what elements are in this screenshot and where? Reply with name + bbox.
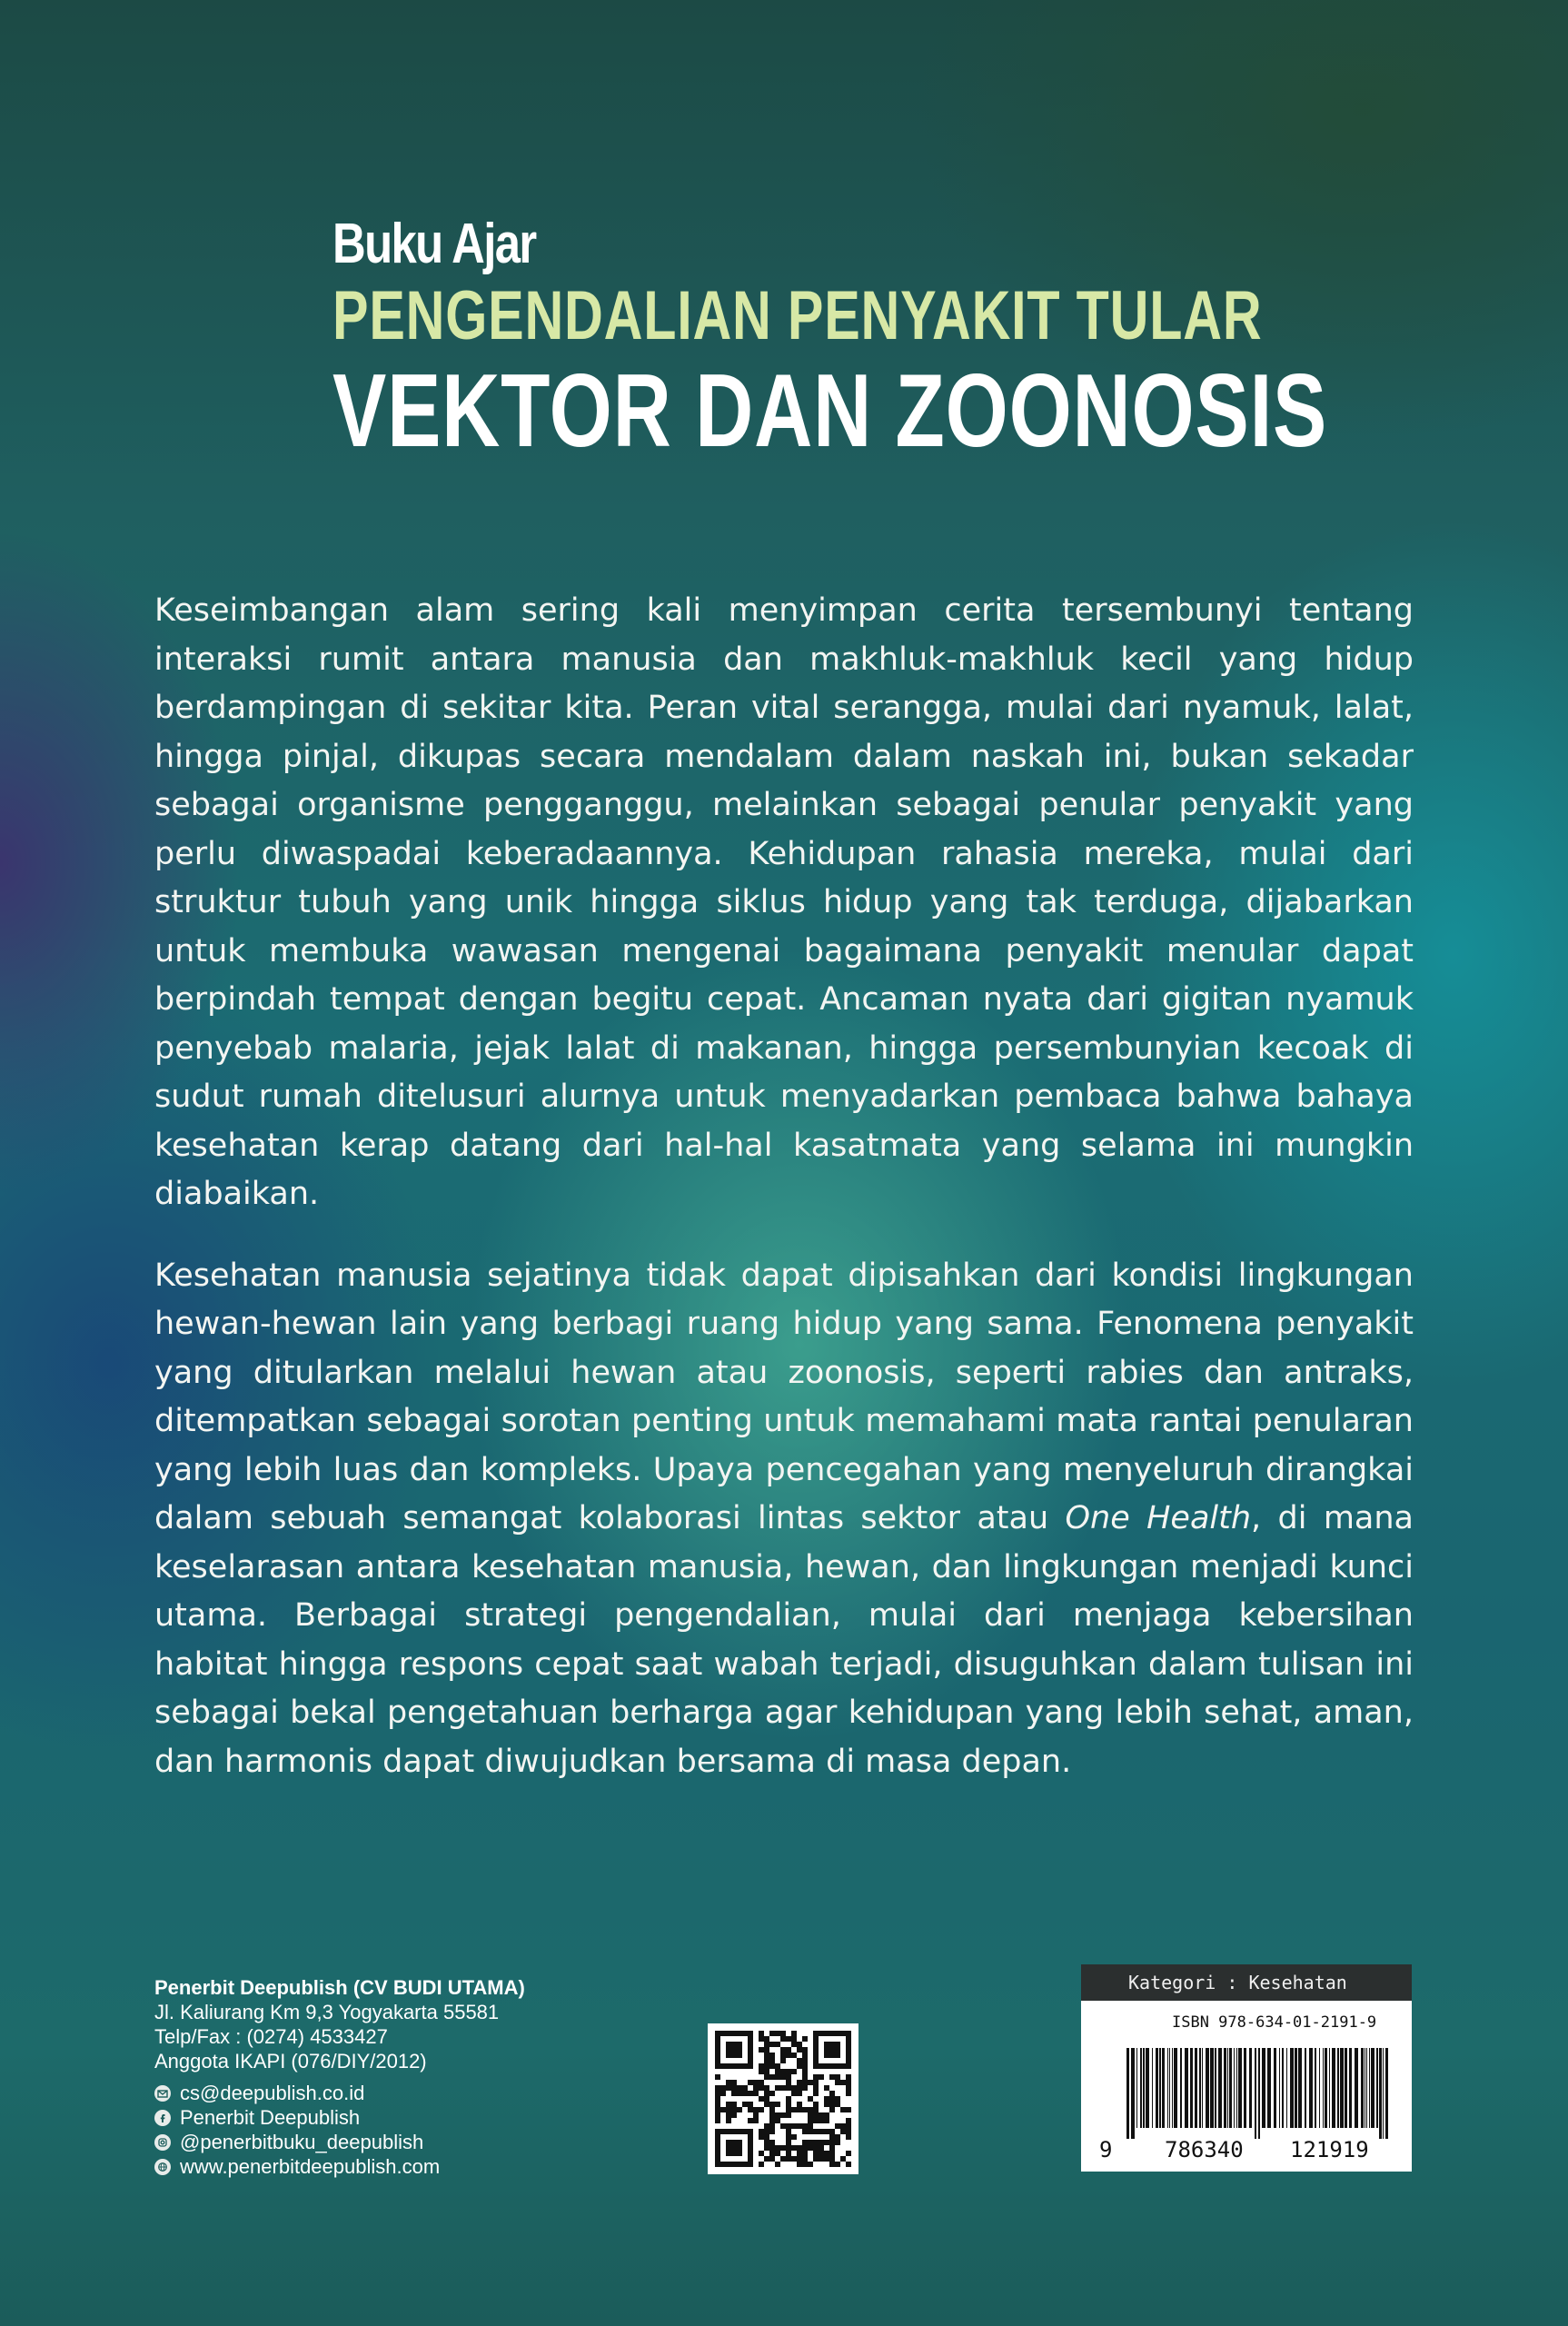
book-title-line2: VEKTOR DAN ZOONOSIS [332,353,1328,469]
contact-email [154,2081,663,2105]
email-icon [154,2085,171,2102]
contact-list [154,2081,663,2179]
barcode [1126,2048,1390,2139]
contact-website [154,2154,663,2179]
isbn-box [1081,1964,1412,2172]
blurb-paragraph-2 [154,1252,1414,1787]
isbn-number: ISBN 978-634-01-2191-9 [1172,2013,1377,2032]
category-label: Kategori : Kesehatan [1081,1964,1412,2001]
book-kicker: Buku Ajar [332,213,536,275]
publisher-info [154,1975,663,2179]
contact-facebook-text: Penerbit Deepublish [180,2106,361,2129]
contact-facebook [154,2105,663,2130]
blurb-paragraph-1: Keseimbangan alam sering kali menyimpan cerita tersembunyi tentang interaksi rumit antara manusia dan makhluk-makhluk kecil yang hidup berdampingan di sekitar kita. Peran vital serangga, mulai dari nyamuk, lalat, hingga pinjal, dikupas secara mendalam dalam naskah ini, bukan sekadar sebagai organisme pengganggu, melainkan sebagai penular penyakit yang perlu diwaspadai keberadaannya. Kehidupan rahasia mereka, mulai dari struktur tubuh yang unik hingga siklus hidup yang tak terduga, dijabarkan untuk membuka wawasan mengenai bagaimana penyakit menular dapat berpindah tempat dengan begitu cepat. Ancaman nyata dari gigitan nyamuk penyebab malaria, jejak lalat di makanan, hingga persembunyian kecoak di sudut rumah ditelusuri alurnya untuk menyadarkan pembaca bahwa bahaya kesehatan kerap datang dari hal-hal kasatmata yang selama ini mungkin diabaikan. [154,592,1414,1212]
publisher-address: Jl. Kaliurang Km 9,3 Yogyakarta 55581 [154,2001,500,2023]
facebook-icon [154,2110,171,2126]
contact-website-text: www.penerbitdeepublish.com [180,2155,441,2178]
blurb-paragraph-2-part-1: Kesehatan manusia sejatinya tidak dapat dipisahkan dari kondisi lingkungan hewan-hewan lain yang berbagi ruang hidup yang sama. Fenomena penyakit yang ditularkan melalui hewan atau zoonosis, seperti rabies dan antraks, ditempatkan sebagai sorotan penting untuk memahami mata rantai penularan yang lebih luas dan kompleks. Upaya pencegahan yang menyeluruh dirangkai dalam sebuah semangat kolaborasi lintas sektor atau [154,1257,1414,1536]
barcode-digit-group-1: 786340 [1165,2137,1244,2162]
barcode-area [1081,2001,1412,2172]
barcode-digit-group-2: 121919 [1290,2137,1369,2162]
qr-code [708,2023,858,2174]
publisher-phone: Telp/Fax : (0274) 4533427 [154,2025,388,2048]
instagram-icon [154,2134,171,2151]
blurb [154,587,1414,1819]
contact-instagram [154,2130,663,2154]
one-health-term: One Health [1065,1500,1252,1536]
barcode-digit-first: 9 [1099,2137,1113,2162]
publisher-member: Anggota IKAPI (076/DIY/2012) [154,2050,427,2073]
blurb-paragraph-2-part-2: , di mana keselarasan antara kesehatan manusia, hewan, dan lingkungan menjadi kunci utama. Berbagai strategi pengendalian, mulai dari menjaga kebersihan habitat hingga respons cepat saat wabah terjadi, disuguhkan dalam tulisan ini sebagai bekal pengetahuan berharga agar kehidupan yang lebih sehat, aman, dan harmonis dapat diwujudkan bersama di masa depan. [154,1500,1414,1780]
contact-email-text: cs@deepublish.co.id [180,2082,365,2104]
contact-instagram-text: @penerbitbuku_deepublish [180,2131,424,2153]
book-title-line1: PENGENDALIAN PENYAKIT TULAR [332,277,1263,354]
globe-icon [154,2159,171,2175]
publisher-name: Penerbit Deepublish (CV BUDI UTAMA) [154,1976,525,1999]
title-block [332,213,1328,469]
